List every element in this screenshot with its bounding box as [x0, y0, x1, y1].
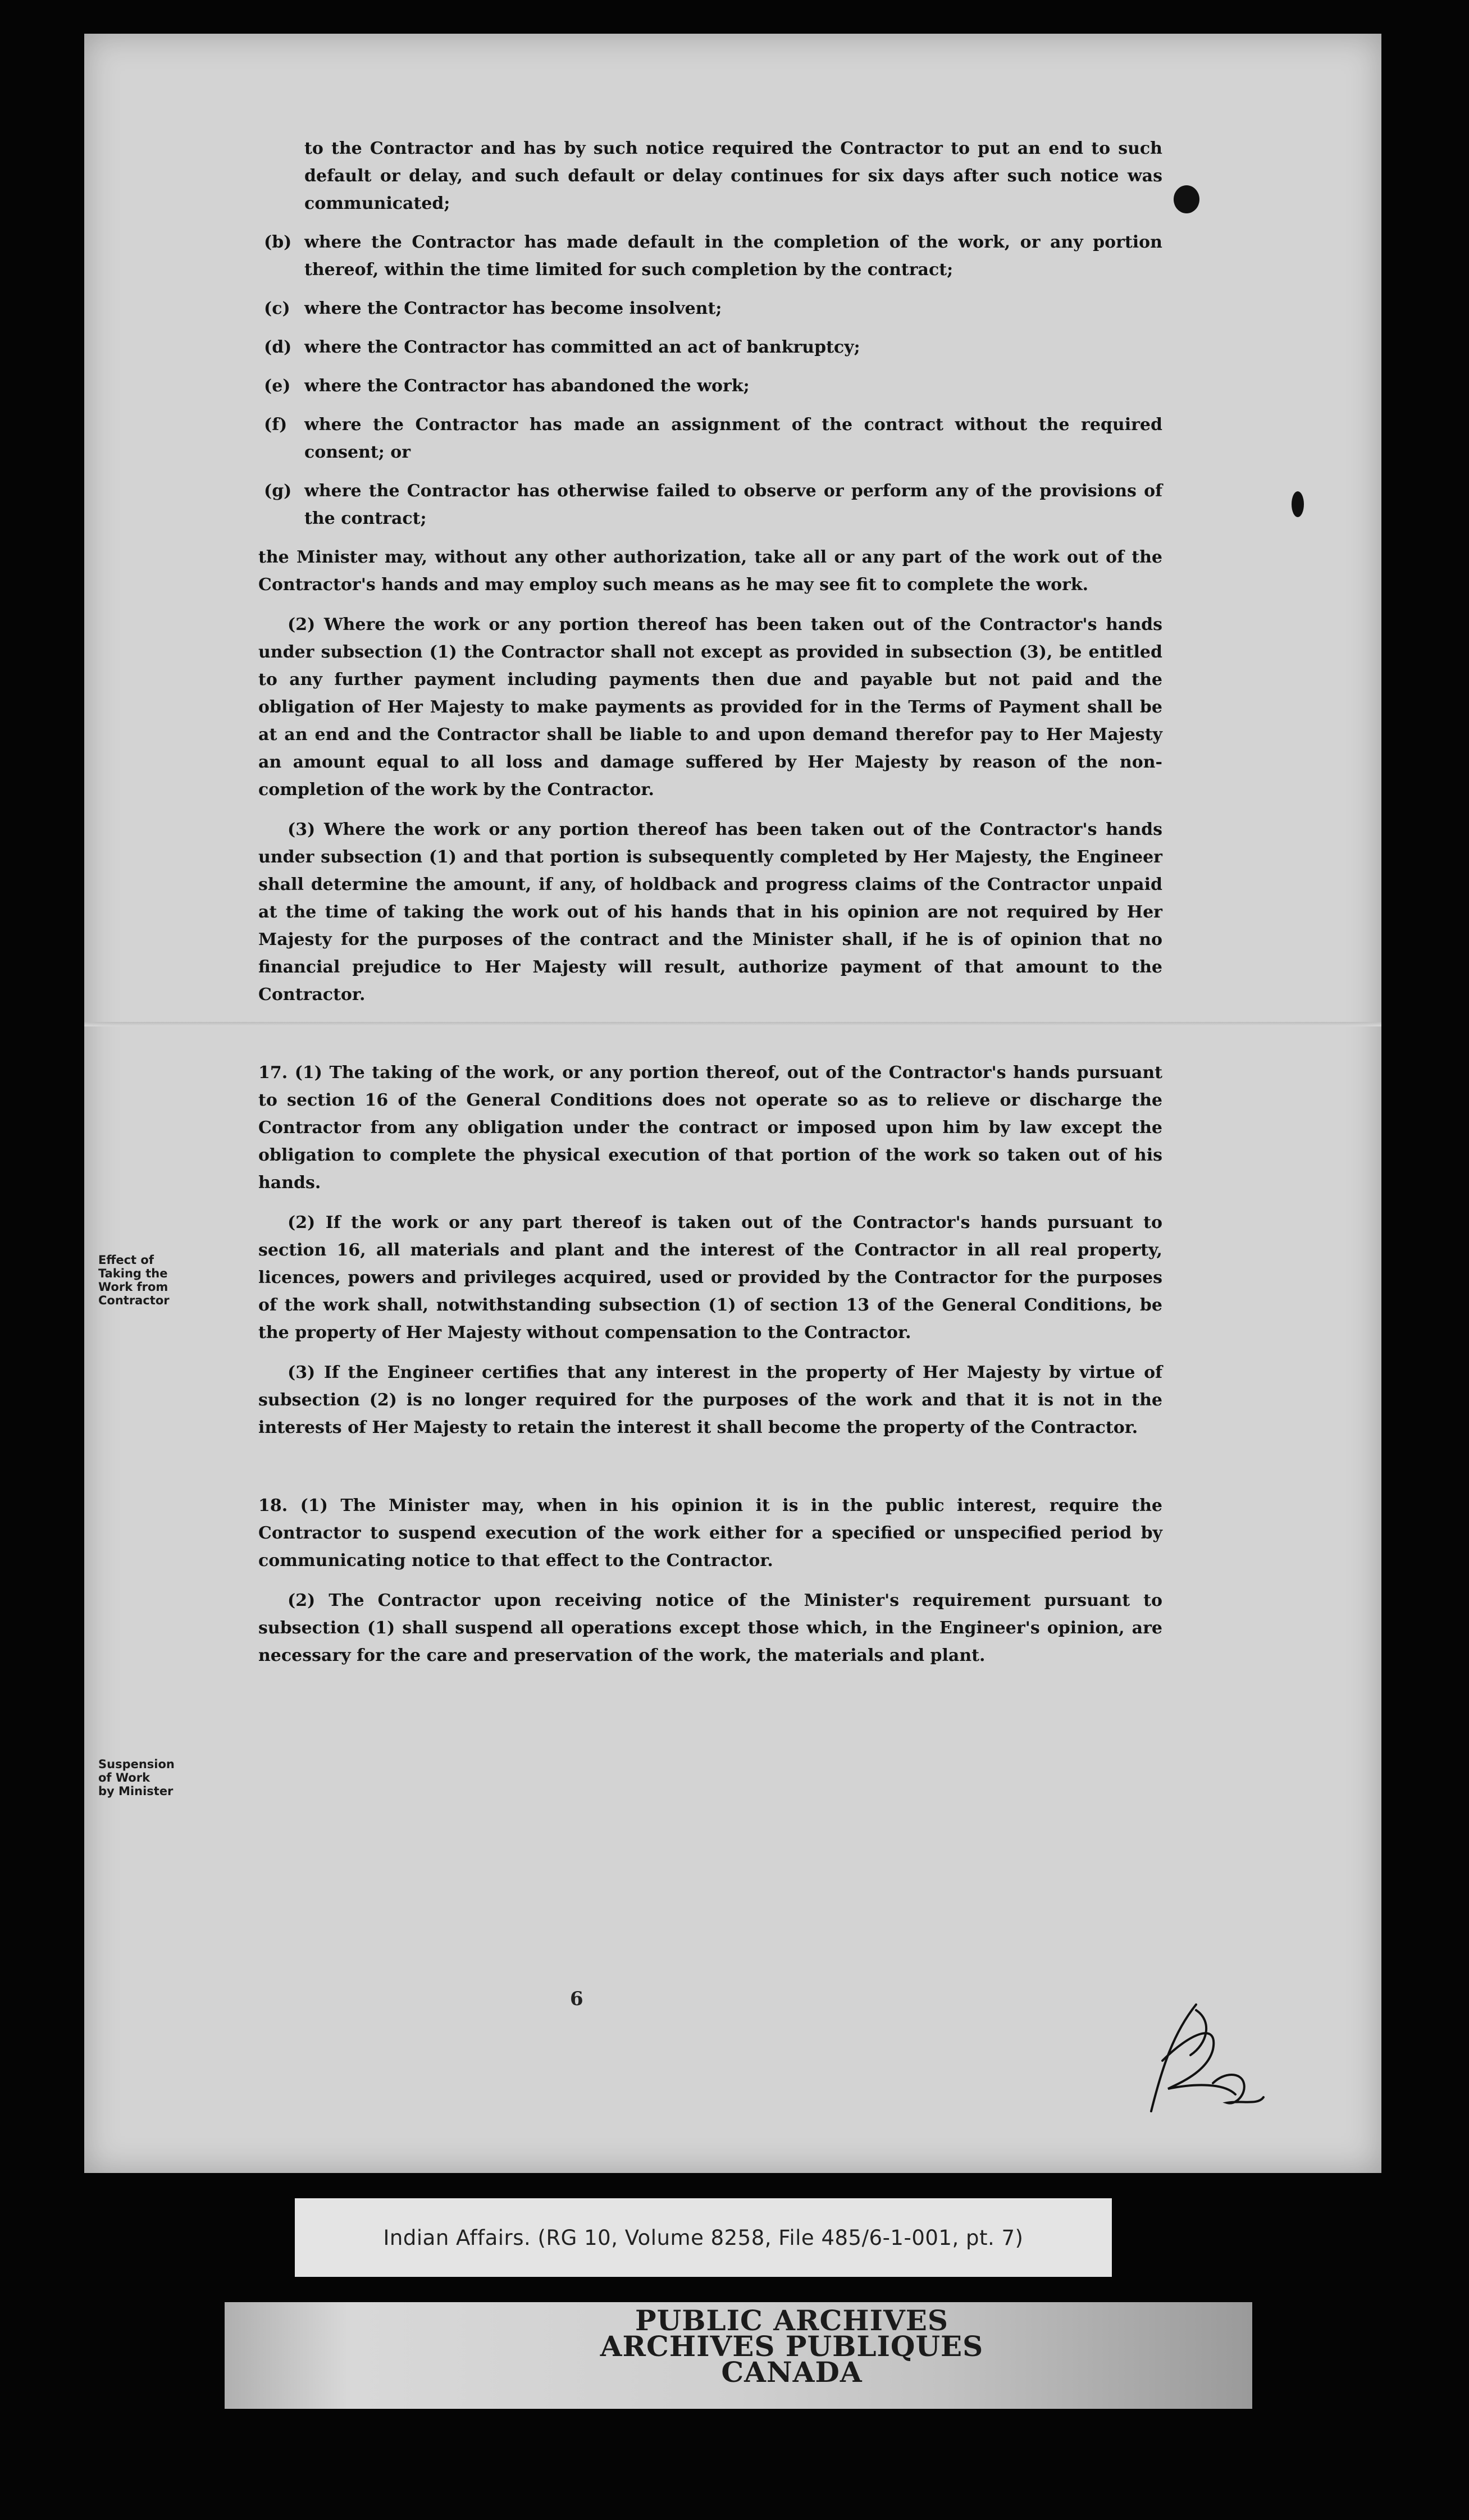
margin-note-section-17 — [98, 1253, 194, 1307]
punch-hole — [1292, 491, 1304, 517]
list-item — [258, 411, 1162, 466]
item-text: where the Contractor has abandoned the work; — [304, 376, 750, 396]
margin-note-section-18 — [98, 1757, 194, 1798]
minister-clause: the Minister may, without any other authorization, take all or any part of the work out of the Contractor's hands and may employ such means as he may see fit to complete the work. — [258, 547, 1162, 595]
margin-note-line: Taking the — [98, 1267, 168, 1280]
section-17-2: (2) If the work or any part thereof is taken out of the Contractor's hands pursuant to section 16, all materials and plant and the interest of the Contractor in all real property, licences, powers and privileges acquired, used or provided by the Contractor for the purposes of the work shall, notwithstanding subsection (1) of section 13 of the General Conditions, be the property of Her Majesty without compensation to the Contractor. — [258, 1213, 1162, 1343]
margin-note-line: of Work — [98, 1771, 150, 1784]
item-label: (c) — [264, 299, 290, 318]
section-17-3: (3) If the Engineer certifies that any interest in the property of Her Majesty by virtue of subsection (2) is no longer required for the purposes of the work and that it is not in the interests of Her Majesty to retain the interest it shall become the property of the Contractor. — [258, 1363, 1162, 1437]
margin-note-line: Effect of — [98, 1253, 154, 1267]
section-16-3: (3) Where the work or any portion thereof has been taken out of the Contractor's hands under subsection (1) and that portion is subsequently completed by Her Majesty, the Engineer shall determine the amount, if any, of holdback and progress claims of the Contractor unpaid at the time of taking the work out of his hands that in his opinion are not required by Her Majesty for the purposes of the contract and the Minister shall, if he is of opinion that no financial prejudice to Her Majesty will result, authorize payment of that amount to the Contractor. — [258, 820, 1162, 1005]
section-18-1: 18. (1) The Minister may, when in his opinion it is in the public interest, require the Contractor to suspend execution of the work either for a specified or unspecified period by communicating notice to that effect to the Contractor. — [258, 1496, 1162, 1571]
archive-reference-label: Indian Affairs. (RG 10, Volume 8258, File 485/6-1-001, pt. 7) — [295, 2198, 1112, 2277]
item-text: where the Contractor has otherwise failed to observe or perform any of the provisions of the contract; — [304, 481, 1162, 528]
list-item — [258, 477, 1162, 532]
main-text — [258, 135, 1162, 1669]
list-item — [258, 229, 1162, 284]
item-text: where the Contractor has made default in the completion of the work, or any portion thereof, within the time limited for such completion by the contract; — [304, 232, 1162, 280]
first-fragment: to the Contractor and has by such notice required the Contractor to put an end to such default or delay, and such default or delay continues for six days after such notice was communicated; — [304, 139, 1162, 213]
margin-note-line: Contractor — [98, 1294, 170, 1307]
item-label: (f) — [264, 415, 288, 435]
item-label: (d) — [264, 337, 292, 357]
punch-hole — [1174, 185, 1199, 213]
section-18-2: (2) The Contractor upon receiving notice of the Minister's requirement pursuant to subsection (1) shall suspend all operations except those which, in the Engineer's opinion, are necessary for the care and preservation of the work, the materials and plant. — [258, 1591, 1162, 1665]
section-16-2: (2) Where the work or any portion thereof has been taken out of the Contractor's hands under subsection (1) the Contractor shall not except as provided in subsection (3), be entitled to any further payment including payments then due and payable but not paid and the obligation of Her Majesty to make payments as provided for in the Terms of Payment shall be at an end and the Contractor shall be liable to and upon demand therefor pay to Her Majesty an amount equal to all loss and damage suffered by Her Majesty by reason of the non-completion of the work by the Contractor. — [258, 615, 1162, 800]
item-label: (g) — [264, 481, 292, 501]
stamp-line: CANADA — [721, 2355, 863, 2389]
stamp-line: ARCHIVES PUBLIQUES — [600, 2330, 984, 2363]
item-text: where the Contractor has become insolvent; — [304, 299, 722, 318]
margin-note-line: Work from — [98, 1280, 168, 1294]
archive-stamp — [573, 2304, 1011, 2389]
list-item — [258, 334, 1162, 361]
item-text: where the Contractor has committed an act of bankruptcy; — [304, 337, 860, 357]
list-item — [258, 372, 1162, 400]
list-item — [258, 295, 1162, 322]
margin-note-line: Suspension — [98, 1757, 175, 1771]
section-17-1: 17. (1) The taking of the work, or any portion thereof, out of the Contractor's hands pursuant to section 16 of the General Conditions does not operate so as to relieve or discharge the Contractor from any obligation under the contract or imposed upon him by law except the obligation to complete the physical execution of that portion of the work so taken out of his hands. — [258, 1063, 1162, 1193]
item-text: where the Contractor has made an assignment of the contract without the required consent; or — [304, 415, 1162, 462]
page-number: 6 — [570, 1988, 583, 2010]
handwritten-signature — [1129, 1999, 1275, 2134]
item-label: (e) — [264, 376, 291, 396]
stamp-line: PUBLIC ARCHIVES — [635, 2304, 948, 2337]
item-label: (b) — [264, 232, 292, 252]
margin-note-line: by Minister — [98, 1784, 174, 1798]
